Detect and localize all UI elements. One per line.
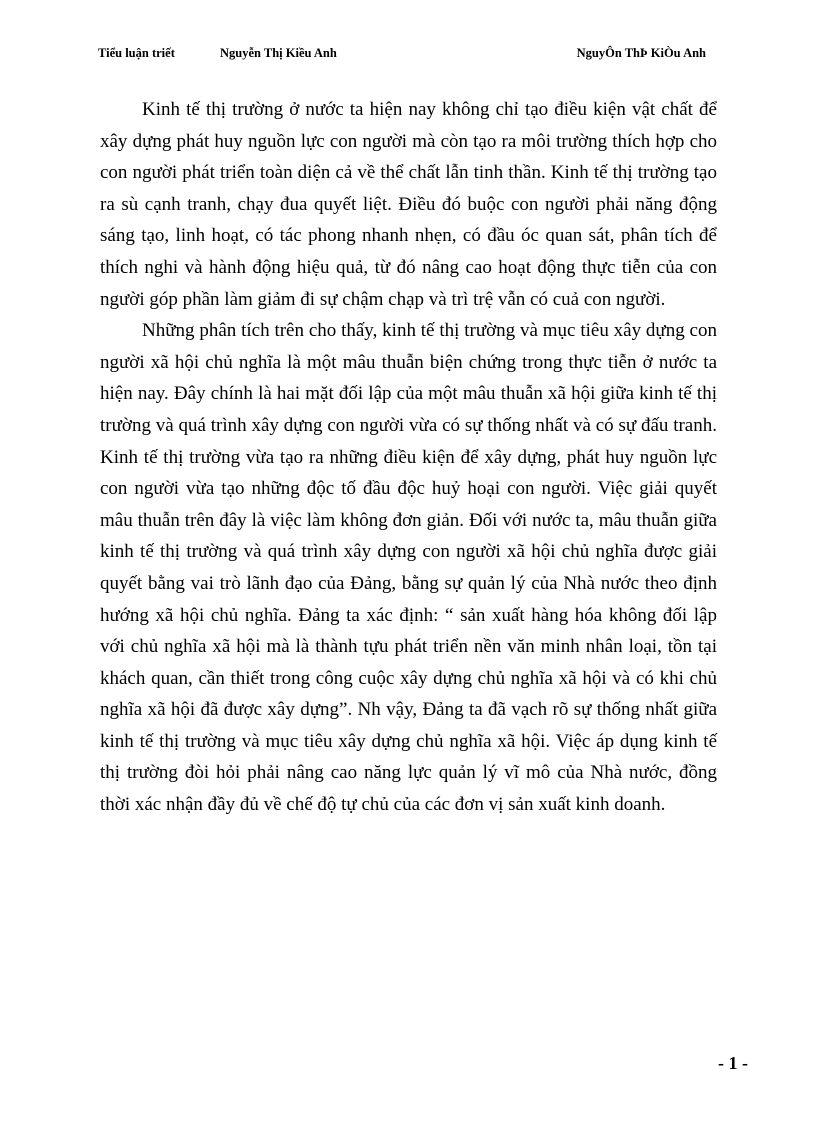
body-text	[100, 94, 717, 821]
page-number: - 1 -	[718, 1053, 748, 1073]
page-header	[98, 46, 706, 66]
header-document-title: Tiểu luận triết	[98, 46, 175, 60]
paragraph-1: Kinh tế thị trường ở nước ta hiện nay không chỉ tạo điều kiện vật chất để xây dựng phát huy nguồn lực con người mà còn tạo ra môi trường thích hợp cho con người phát triển toàn diện cả về thể chất lẫn tinh thần. Kinh tế thị trường tạo ra sù cạnh tranh, chạy đua quyết liệt. Điều đó buộc con người phải năng động sáng tạo, linh hoạt, có tác phong nhanh nhẹn, có đầu óc quan sát, phân tích để thích nghi và hành động hiệu quả, từ đó nâng cao hoạt động thực tiễn của con người góp phần làm giảm đi sự chậm chạp và trì trệ vẫn có cuả con người.	[100, 99, 717, 310]
header-author-name-encoded: NguyÔn ThÞ KiÒu Anh	[576, 46, 706, 60]
paragraph-2: Những phân tích trên cho thấy, kinh tế thị trường và mục tiêu xây dựng con người xã hội chủ nghĩa là một mâu thuẫn biện chứng trong thực tiễn ở nước ta hiện nay. Đây chính là hai mặt đối lập của một mâu thuẫn xã hội giữa kinh tế thị trường và quá trình xây dựng con người vừa có sự thống nhất và có sự đấu tranh. Kinh tế thị trường vừa tạo ra những điều kiện để xây dựng, phát huy nguồn lực con người vừa tạo những độc tố đầu độc huỷ hoại con người. Việc giải quyết mâu thuẫn trên đây là việc làm không đơn giản. Đối với nước ta, mâu thuẫn giữa kinh tế thị trường và quá trình xây dựng con người xã hội chủ nghĩa được giải quyết bằng vai trò lãnh đạo của Đảng, bằng sự quản lý của Nhà nước theo định hướng xã hội chủ nghĩa. Đảng ta xác định: “ sản xuất hàng hóa không đối lập với chủ nghĩa xã hội mà là thành tựu phát triển nền văn minh nhân loại, tồn tại khách quan, cần thiết trong công cuộc xây dựng chủ nghĩa xã hội và có khi chủ nghĩa xã hội đã được xây dựng”. Nh vậy, Đảng ta đã vạch rõ sự thống nhất giữa kinh tế thị trường và mục tiêu xây dựng chủ nghĩa xã hội. Việc áp dụng kinh tế thị trường đòi hỏi phải nâng cao năng lực quản lý vĩ mô của Nhà nước, đồng thời xác nhận đầy đủ về chế độ tự chủ của các đơn vị sản xuất kinh doanh.	[100, 320, 717, 816]
header-author-name: Nguyễn Thị Kiều Anh	[220, 46, 337, 60]
